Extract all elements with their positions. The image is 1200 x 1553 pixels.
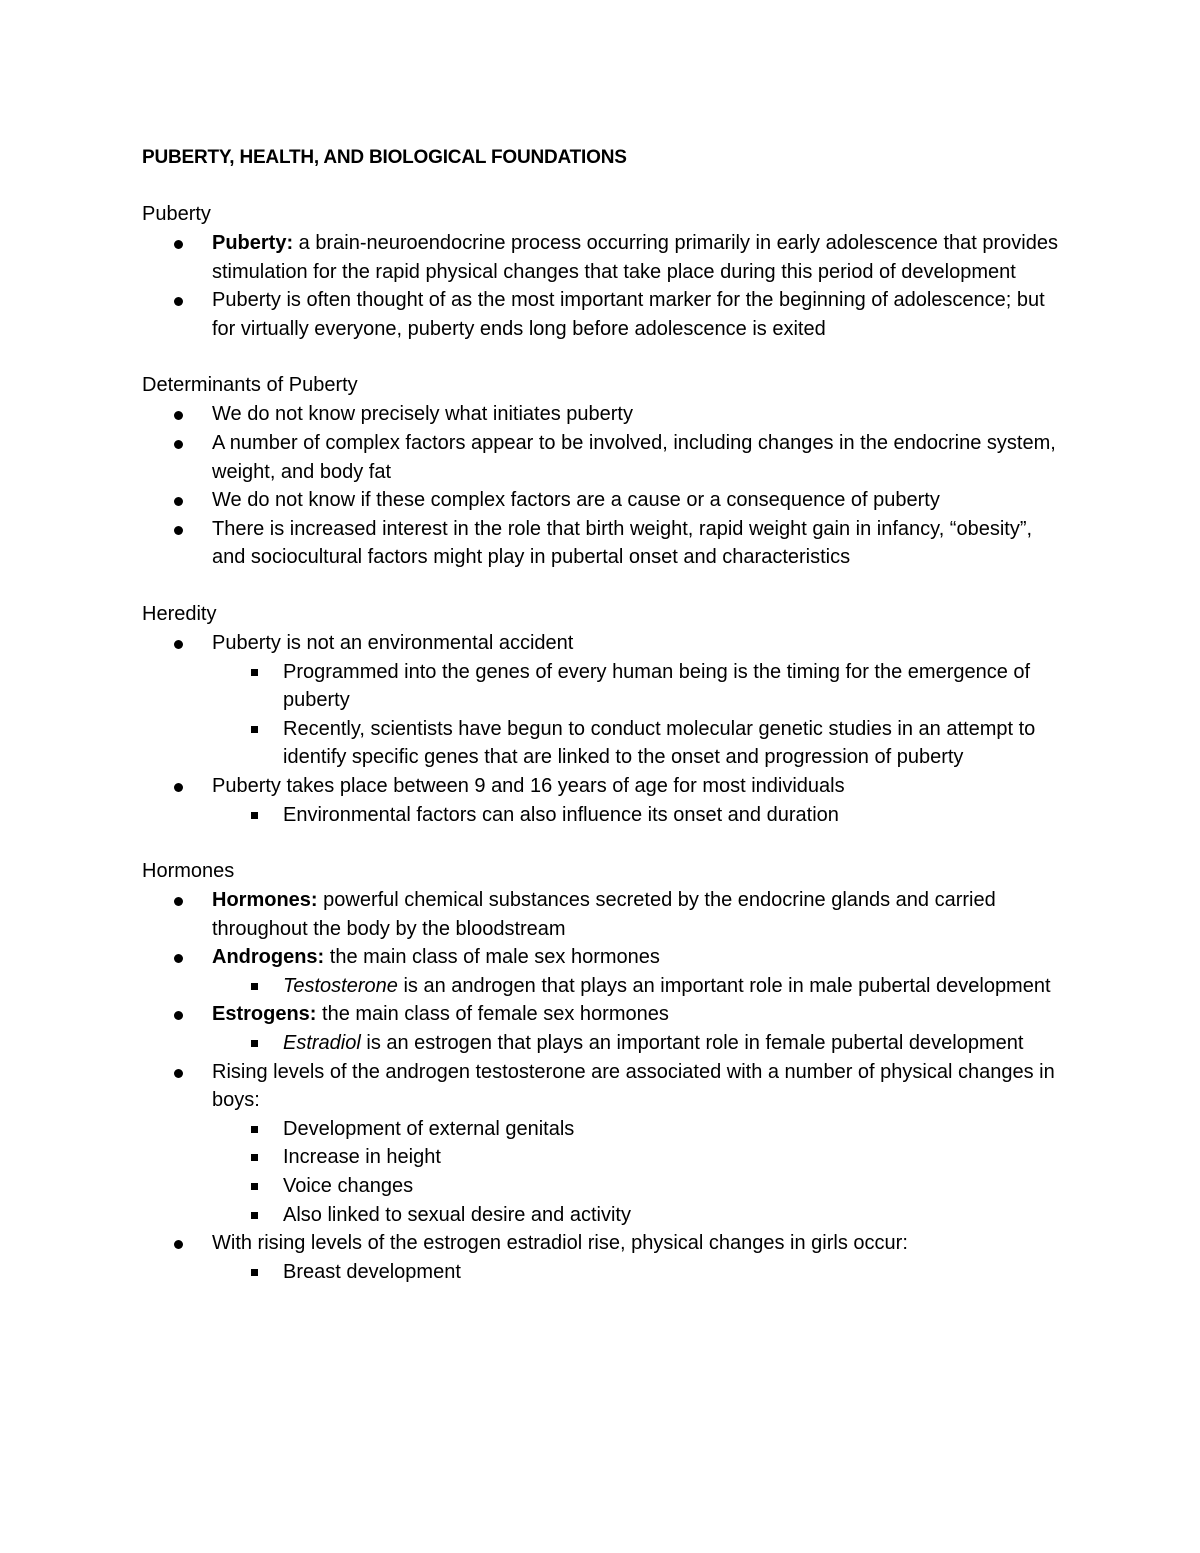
item-text: the main class of female sex hormones (316, 1003, 669, 1026)
bullet-dot-icon (174, 526, 183, 535)
item-text: Recently, scientists have begun to conduct molecular genetic studies in an attempt to identify specific genes that are linked to the onset and progression of puberty (283, 717, 1036, 769)
sub-list-item (212, 715, 1062, 772)
term-label: Hormones: (212, 889, 318, 912)
item-text: a brain-neuroendocrine process occurring primarily in early adolescence that provides stimulation for the rapid physical changes that take place during this period of development (212, 232, 1058, 283)
term-label: Puberty: (212, 232, 294, 254)
section-heading: Puberty (142, 203, 211, 225)
bullet-dot-icon (174, 954, 183, 963)
sub-bullet-list (212, 1258, 1062, 1287)
list-item (142, 1058, 1062, 1230)
bullet-square-icon (251, 1154, 258, 1161)
sub-list-item (212, 1029, 1062, 1058)
bullet-dot-icon (174, 440, 183, 449)
item-text: Rising levels of the androgen testosterone are associated with a number of physical changes in boys: (212, 1060, 1055, 1112)
bullet-dot-icon (174, 497, 183, 506)
bullet-list (142, 229, 1062, 343)
italic-term: Estradiol (283, 1032, 361, 1055)
list-item (142, 486, 1062, 515)
bullet-list (142, 886, 1062, 1286)
bullet-list (142, 400, 1062, 572)
list-item (142, 229, 1062, 286)
sub-list-item (212, 801, 1062, 830)
sub-list-item (212, 1258, 1062, 1287)
sub-list-item (212, 1201, 1062, 1230)
sub-list-item (212, 972, 1062, 1001)
bullet-dot-icon (174, 783, 183, 792)
item-text: We do not know precisely what initiates puberty (212, 403, 633, 426)
bullet-dot-icon (174, 1240, 183, 1249)
item-text: A number of complex factors appear to be involved, including changes in the endocrine system, weight, and body fat (212, 431, 1056, 483)
bullet-dot-icon (174, 1069, 183, 1078)
item-text: Also linked to sexual desire and activity (283, 1203, 631, 1226)
item-text: is an androgen that plays an important role in male pubertal development (397, 974, 1051, 997)
document-body (142, 200, 1062, 1286)
list-item (142, 1000, 1062, 1057)
sub-list-item (212, 658, 1062, 715)
document-title: PUBERTY, HEALTH, AND BIOLOGICAL FOUNDATIONS (142, 147, 627, 168)
list-item (142, 772, 1062, 829)
list-item (142, 1229, 1062, 1286)
list-item (142, 886, 1062, 943)
item-text: Voice changes (283, 1175, 414, 1198)
item-text: Breast development (283, 1260, 461, 1283)
bullet-dot-icon (174, 297, 183, 306)
section-heading: Heredity (142, 602, 217, 625)
bullet-square-icon (251, 726, 258, 733)
bullet-square-icon (251, 1183, 258, 1190)
sub-bullet-list (212, 801, 1062, 830)
section (142, 600, 1062, 829)
item-text: is an estrogen that plays an important role in female pubertal development (360, 1032, 1024, 1055)
item-text: the main class of male sex hormones (324, 946, 660, 969)
italic-term: Testosterone (283, 974, 398, 997)
section (142, 371, 1062, 572)
bullet-list (142, 629, 1062, 829)
bullet-square-icon (251, 812, 258, 819)
sub-list-item (212, 1143, 1062, 1172)
sub-bullet-list (212, 1115, 1062, 1229)
sub-bullet-list (212, 658, 1062, 772)
bullet-dot-icon (174, 240, 183, 249)
item-text: With rising levels of the estrogen estradiol rise, physical changes in girls occur: (212, 1232, 908, 1255)
bullet-square-icon (251, 1269, 258, 1276)
bullet-dot-icon (174, 640, 183, 649)
item-text: There is increased interest in the role that birth weight, rapid weight gain in infancy, “obesity”, and sociocultural factors might play in pubertal onset and characteristics (212, 517, 1033, 569)
list-item (142, 286, 1062, 343)
term-label: Estrogens: (212, 1003, 317, 1026)
bullet-square-icon (251, 983, 258, 990)
section (142, 857, 1062, 1286)
term-label: Androgens: (212, 946, 325, 969)
item-text: Puberty takes place between 9 and 16 years of age for most individuals (212, 774, 845, 797)
list-item (142, 943, 1062, 1000)
section-heading: Determinants of Puberty (142, 374, 358, 397)
bullet-dot-icon (174, 1011, 183, 1020)
bullet-square-icon (251, 1212, 258, 1219)
bullet-square-icon (251, 1040, 258, 1047)
document-page (142, 143, 1062, 1314)
item-text: Puberty is often thought of as the most important marker for the beginning of adolescence; but for virtually everyone, puberty ends long before adolescence is exited (212, 289, 1045, 340)
bullet-dot-icon (174, 897, 183, 906)
item-text: Programmed into the genes of every human being is the timing for the emergence of puberty (283, 660, 1031, 712)
item-text: Environmental factors can also influence its onset and duration (283, 803, 839, 826)
item-text: We do not know if these complex factors are a cause or a consequence of puberty (212, 489, 940, 512)
section (142, 200, 1062, 343)
sub-bullet-list (212, 972, 1062, 1001)
bullet-square-icon (251, 669, 258, 676)
bullet-dot-icon (174, 411, 183, 420)
sub-list-item (212, 1172, 1062, 1201)
list-item (142, 400, 1062, 429)
list-item (142, 629, 1062, 772)
item-text: Puberty is not an environmental accident (212, 631, 574, 654)
list-item (142, 515, 1062, 572)
sub-bullet-list (212, 1029, 1062, 1058)
bullet-square-icon (251, 1126, 258, 1133)
sub-list-item (212, 1115, 1062, 1144)
list-item (142, 429, 1062, 486)
item-text: Increase in height (283, 1146, 441, 1169)
item-text: powerful chemical substances secreted by the endocrine glands and carried throughout the body by the bloodstream (212, 889, 996, 940)
section-heading: Hormones (142, 860, 235, 883)
item-text: Development of external genitals (283, 1117, 575, 1140)
